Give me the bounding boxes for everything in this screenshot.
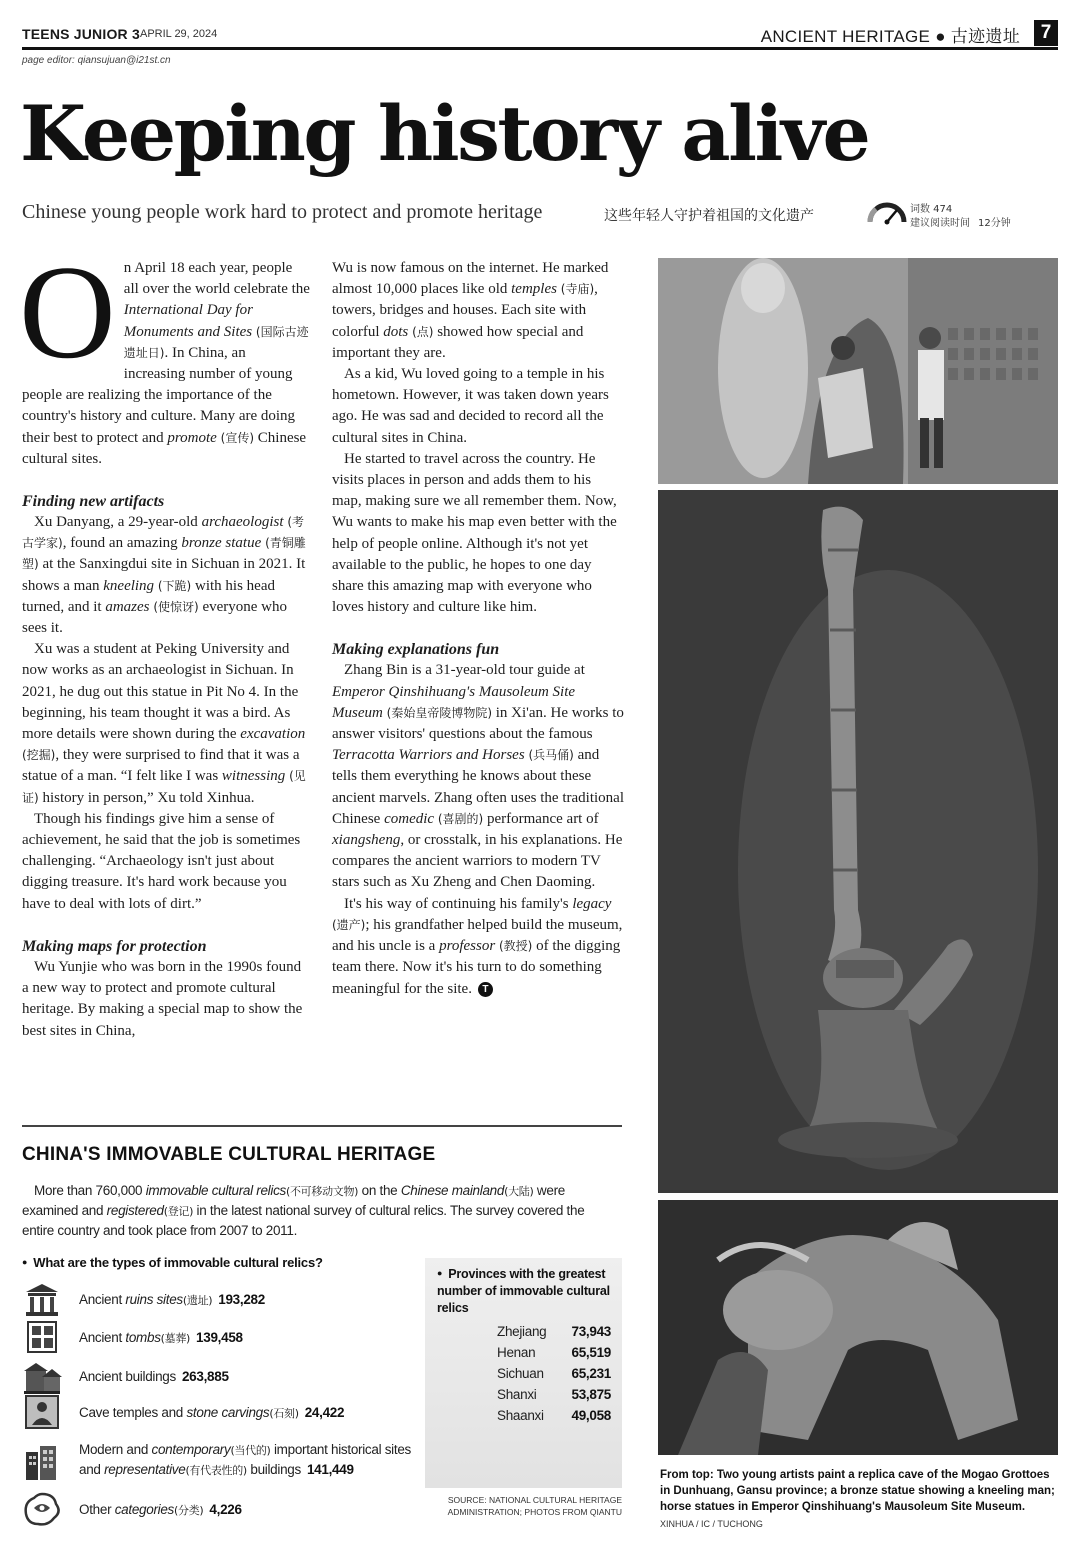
photo-caption: From top: Two young artists paint a replica cave of the Mogao Grottoes in Dunhuang, Gansu province; a bronze statue showing a kneeling man; horse statues in Emperor Qinshihuang's Mausoleum Site Museum.	[660, 1469, 1055, 1513]
text: on the	[358, 1183, 401, 1198]
vocab-gloss: (兵马俑)	[524, 748, 574, 763]
paragraph	[332, 258, 624, 364]
text: Ancient	[79, 1330, 126, 1345]
paper-name: TEENS JUNIOR 3	[22, 26, 140, 42]
page-editor: page editor: qiansujuan@i21st.cn	[22, 55, 171, 66]
subhead: Chinese young people work hard to protect and promote heritage	[22, 201, 543, 223]
vocab-term: representative	[104, 1462, 186, 1477]
text: in Xi'an. He works to answer visitors' questions about the famous	[332, 704, 624, 743]
vocab-gloss: (分类)	[174, 1504, 204, 1517]
vocab-gloss: (宣传)	[216, 430, 255, 445]
paragraph: He started to travel across the country. He visits places in person and adds them to his map, making sure we all remember them. Now, Wu wants to make his map even better with the help of people online. Although it's not yet available to the public, he hopes to one day share this amazing map with everyone who loves history and culture like him.	[332, 450, 617, 616]
photo-mogao-illustration	[658, 258, 1058, 484]
other-categories-icon	[22, 1490, 62, 1528]
heritage-box-title: CHINA'S IMMOVABLE CULTURAL HERITAGE	[22, 1144, 436, 1165]
vocab-term: legacy	[572, 895, 612, 912]
text: Modern and	[79, 1442, 152, 1457]
text: More than 760,000	[34, 1183, 146, 1198]
text: , or crosstalk, in his explanations. He compares the ancient warriors to modern TV stars such as Xu Zheng and Chen Daoming.	[332, 832, 623, 891]
text: Xu Danyang, a 29-year-old	[34, 514, 202, 531]
buildings-icon	[22, 1357, 62, 1395]
vocab-gloss: (遗址)	[182, 1294, 213, 1307]
text: at the Sanxingdui site in Sichuan in 2021. It shows a man	[22, 556, 306, 594]
photo-horse-statues	[658, 1200, 1058, 1455]
ruins-icon	[22, 1280, 62, 1318]
vocab-term: temples	[511, 281, 557, 298]
issue-date: APRIL 29, 2024	[140, 28, 218, 40]
text: Ancient buildings	[79, 1369, 176, 1384]
vocab-gloss: (墓葬)	[160, 1332, 191, 1345]
vocab-gloss: (使惊讶)	[149, 599, 199, 614]
vocab-term: bronze statue	[181, 535, 262, 552]
vocab-term: registered	[106, 1203, 164, 1218]
vocab-gloss: (青铜雕塑)	[22, 536, 306, 572]
vocab-gloss: (当代的)	[230, 1444, 271, 1457]
province-row	[497, 1324, 615, 1339]
vocab-gloss: (考古学家)	[22, 515, 304, 551]
page-number: 7	[1034, 20, 1058, 46]
vocab-gloss: (寺庙)	[556, 282, 595, 297]
reading-time	[910, 214, 1011, 229]
vocab-gloss: (见证)	[22, 769, 306, 805]
article-column-1	[19, 238, 310, 1042]
text: Xu was a student at Peking University and now works as an archaeologist in Sichuan. In 2021, he dug out this statue in Pit No 4. In the beginning, his team thought it was a bird. As more details were shown during the	[22, 641, 299, 743]
end-mark-icon: T	[478, 982, 493, 997]
vocab-term: kneeling	[103, 577, 155, 594]
province-name: Shaanxi	[497, 1408, 544, 1423]
text: performance art of	[483, 810, 599, 827]
vocab-term: Terracotta Warriors and Horses	[332, 747, 525, 764]
type-row-modern	[22, 1440, 422, 1488]
vocab-term: xiangsheng	[332, 832, 401, 849]
text: , they were surprised to find that it was a statue of a man. “I felt like I was	[22, 747, 300, 785]
type-value: 139,458	[196, 1330, 243, 1345]
province-name: Henan	[497, 1345, 536, 1360]
province-name: Sichuan	[497, 1366, 544, 1381]
vocab-gloss: (有代表性的)	[185, 1464, 247, 1477]
photo-horse-illustration	[658, 1200, 1058, 1455]
vocab-gloss: (教授)	[495, 939, 533, 954]
reading-time-label: 建议阅读时间	[910, 218, 970, 229]
vocab-term: Chinese mainland	[400, 1183, 505, 1198]
headline: Keeping history alive	[20, 89, 869, 178]
vocab-term: witnessing	[221, 768, 286, 785]
photo-bronze-statue-illustration	[658, 490, 1058, 1193]
vocab-term: dots	[383, 323, 409, 340]
province-name: Shanxi	[497, 1387, 537, 1402]
text: . In China, an increasing number of young people are realizing the importance of the country's history and culture. Many are doing their best to protect and	[22, 344, 296, 446]
province-value: 65,231	[571, 1366, 611, 1381]
type-label	[79, 1328, 243, 1348]
type-value: 193,282	[218, 1292, 265, 1307]
text: Zhang Bin is a 31-year-old tour guide at	[344, 662, 585, 679]
type-row-cave-temples	[22, 1393, 422, 1433]
vocab-term: stone carvings	[186, 1405, 270, 1420]
text: n April 18 each year, people all over the world celebrate the	[123, 260, 310, 298]
province-row	[497, 1387, 615, 1402]
text: ; his grandfather helped build the museum, and his uncle is a	[332, 916, 623, 955]
text: of the digging team there. Now it's his turn to do something meaningful for the site.	[332, 938, 621, 997]
paragraph	[22, 639, 310, 809]
text: history in person,” Xu told Xinhua.	[38, 789, 255, 806]
type-value: 24,422	[304, 1405, 345, 1420]
paragraph	[332, 894, 624, 1000]
type-value: 263,885	[181, 1369, 229, 1384]
type-row-ruins	[22, 1280, 422, 1320]
tombs-icon	[22, 1318, 62, 1356]
vocab-gloss: (国际古迹遗址日)	[123, 324, 309, 360]
vocab-gloss: (点)	[408, 324, 434, 339]
vocab-term: Emperor Qinshihuang's Mausoleum Site Museum	[332, 683, 576, 721]
vocab-gloss: (秦始皇帝陵博物院)	[382, 705, 493, 720]
type-label	[79, 1403, 344, 1423]
vocab-term: excavation	[240, 726, 306, 743]
photo-mogao-replica	[658, 258, 1058, 484]
reading-time-value: 12分钟	[978, 218, 1011, 229]
vocab-gloss: (挖掘)	[22, 748, 56, 763]
vocab-gloss: (登记)	[163, 1205, 194, 1218]
vocab-gloss: (大陆)	[504, 1185, 534, 1198]
vocab-term: archaeologist	[201, 514, 284, 531]
province-name: Zhejiang	[497, 1324, 547, 1339]
vocab-term: International Day for Monuments and Sites	[123, 302, 253, 340]
text: , found an amazing	[62, 535, 182, 552]
text: , towers, bridges and houses. Each site with colorful	[332, 281, 598, 340]
type-label	[79, 1290, 265, 1310]
section-heading-explanations: Making explanations fun	[332, 641, 500, 659]
type-label	[79, 1440, 424, 1480]
text: Other	[79, 1502, 115, 1517]
vocab-gloss: (不可移动文物)	[285, 1185, 359, 1198]
text: Wu is now famous on the internet. He marked almost 10,000 places like old	[332, 260, 609, 298]
vocab-gloss: (遗产)	[332, 917, 366, 932]
text: with his head turned, and it	[22, 577, 275, 615]
province-row	[497, 1345, 615, 1360]
vocab-term: categories	[114, 1502, 175, 1517]
vocab-term: promote	[167, 429, 217, 446]
text: Cave temples and	[79, 1405, 187, 1420]
reading-gauge-icon	[866, 200, 908, 226]
types-heading: ● What are the types of immovable cultural relics?	[22, 1255, 323, 1270]
source-note: SOURCE: NATIONAL CULTURAL HERITAGE ADMINISTRATION; PHOTOS FROM QIANTU	[447, 1495, 622, 1517]
paragraph	[332, 660, 624, 893]
province-row	[497, 1408, 615, 1423]
masthead	[22, 22, 1058, 48]
subhead-chinese: 这些年轻人守护着祖国的文化遗产	[604, 208, 814, 224]
text: in the latest national survey of cultural relics. The survey covered the entire country and took place from 2007 to 2011.	[22, 1203, 585, 1238]
stone-carving-icon	[22, 1393, 62, 1431]
paragraph: Though his findings give him a sense of achievement, he said that the job is sometimes challenging. “Archaeology isn't just about digging treasure. It's hard work because you have to deal with lots of dirt.”	[22, 810, 301, 912]
vocab-term: professor	[439, 938, 496, 955]
vocab-gloss: (喜剧的)	[434, 811, 484, 826]
paragraph: As a kid, Wu loved going to a temple in his hometown. However, it was taken down years ago. He was sad and decided to record all the cultural sites in China.	[332, 366, 609, 446]
vocab-term: contemporary	[151, 1442, 231, 1457]
province-row	[497, 1366, 615, 1381]
vocab-gloss: (石刻)	[269, 1407, 299, 1420]
text: were examined and	[22, 1183, 565, 1218]
heritage-box-intro	[22, 1181, 612, 1240]
photo-credit: XINHUA / IC / TUCHONG	[660, 1519, 763, 1529]
type-label	[79, 1500, 242, 1520]
photo-bronze-statue	[658, 490, 1058, 1193]
text: and tells them everything he knows about these ancient marvels. Zhang often uses the traditional Chinese	[332, 747, 624, 827]
vocab-term: tombs	[125, 1330, 161, 1345]
province-value: 53,875	[571, 1387, 611, 1402]
province-value: 49,058	[571, 1408, 611, 1423]
text: important historical sites and	[79, 1442, 411, 1477]
intro-paragraph	[19, 238, 310, 470]
type-row-tombs	[22, 1318, 422, 1358]
type-row-other	[22, 1490, 422, 1530]
word-count: 词数 474	[910, 204, 953, 215]
provinces-heading: ● Provinces with the greatest number of immovable cultural relics	[437, 1265, 617, 1317]
text: Ancient	[79, 1292, 126, 1307]
drop-cap: O	[19, 238, 116, 386]
paragraph: Wu Yunjie who was born in the 1990s found a new way to protect and promote cultural heritage. By making a special map to show the best sites in China,	[22, 958, 303, 1039]
vocab-term: ruins sites	[125, 1292, 183, 1307]
vocab-term: amazes	[105, 598, 150, 615]
text: showed how special and important they are.	[332, 323, 584, 361]
masthead-rule	[22, 47, 1058, 50]
text: everyone who sees it.	[22, 598, 287, 637]
text: Chinese cultural sites.	[22, 429, 307, 467]
text: It's his way of continuing his family's	[344, 895, 573, 912]
section-name: ANCIENT HERITAGE ● 古迹遗址	[760, 27, 1020, 46]
modern-buildings-icon	[22, 1444, 62, 1482]
vocab-gloss: (下跪)	[154, 578, 192, 593]
province-value: 73,943	[571, 1324, 611, 1339]
type-row-buildings	[22, 1357, 422, 1397]
paragraph	[22, 512, 310, 639]
vocab-term: immovable cultural relics	[145, 1183, 286, 1198]
type-value: 4,226	[209, 1502, 242, 1517]
article-column-2	[332, 258, 624, 1000]
text: buildings	[246, 1462, 301, 1477]
province-value: 65,519	[571, 1345, 611, 1360]
section-heading-artifacts: Finding new artifacts	[22, 493, 165, 511]
type-value: 141,449	[306, 1462, 354, 1477]
vocab-term: comedic	[384, 810, 435, 827]
section-heading-maps: Making maps for protection	[22, 937, 207, 955]
type-label	[79, 1367, 229, 1387]
box-divider	[22, 1125, 622, 1127]
